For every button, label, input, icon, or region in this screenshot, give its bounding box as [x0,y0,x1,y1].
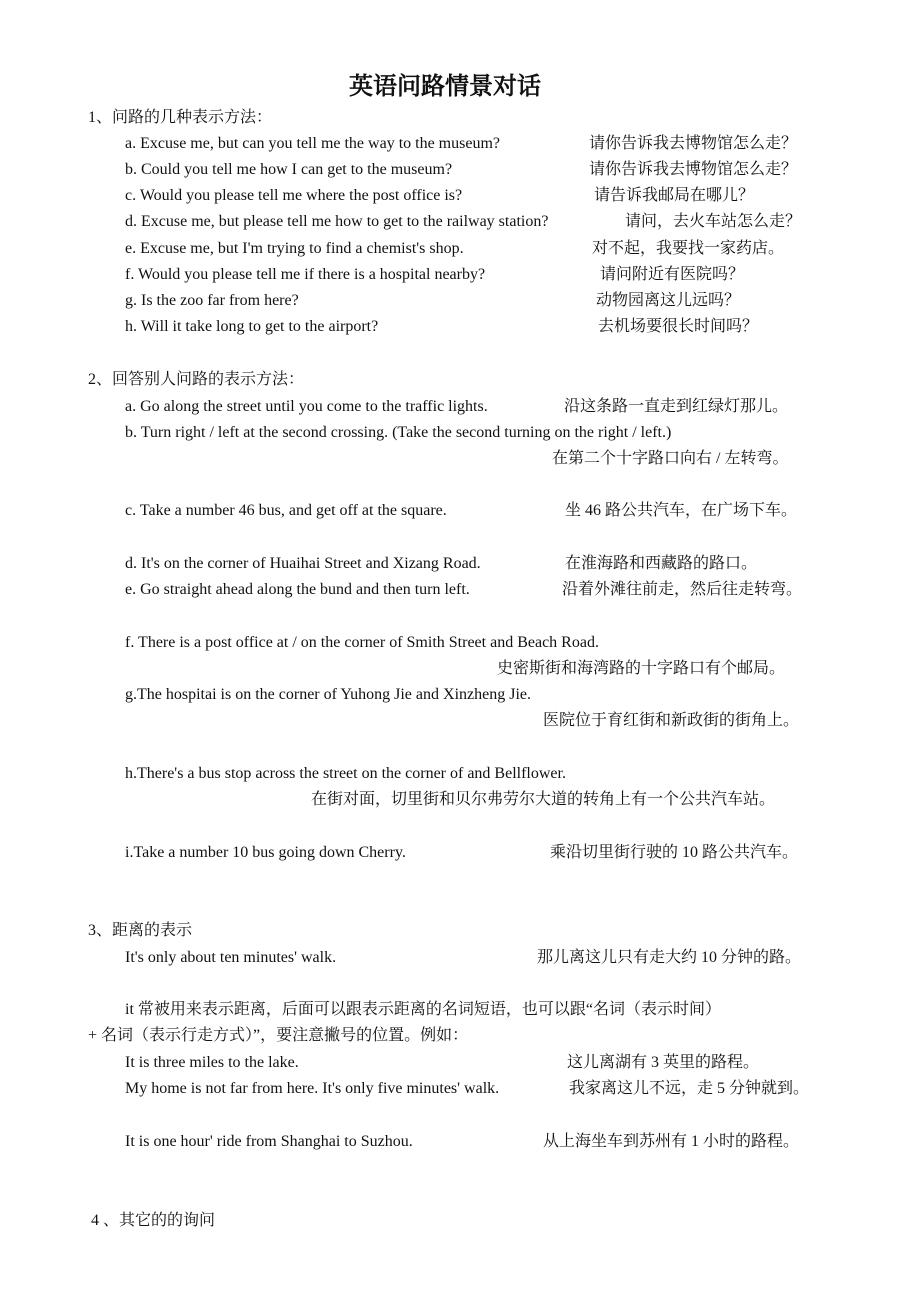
s3-example-zh: 那儿离这儿只有走大约 10 分钟的路。 [537,949,802,966]
s1-item-c-en: c. Would you please tell me where the post office is? [125,187,463,204]
s3-item-1-en: It is three miles to the lake. [125,1054,299,1071]
s1-item-g-zh: 动物园离这儿远吗？ [596,292,741,309]
s2-item-f-zh: 史密斯街和海湾路的十字路口有个邮局。 [497,660,786,677]
s1-item-f-en: f. Would you please tell me if there is a hospital nearby? [125,266,486,283]
s3-item-2-zh: 我家离这儿不远，走 5 分钟就到。 [569,1080,810,1097]
s2-item-h-zh: 在街对面，切里街和贝尔弗劳尔大道的转角上有一个公共汽车站。 [311,791,776,808]
s1-item-a-en: a. Excuse me, but can you tell me the way to the museum? [125,135,500,152]
s2-item-e-zh: 沿着外滩往前走，然后往走转弯。 [562,581,803,598]
s1-item-d-zh: 请问，去火车站怎么走？ [625,213,802,230]
s2-item-c-zh: 坐 46 路公共汽车，在广场下车。 [565,502,798,519]
page-title: 英语问路情景对话 [349,74,541,100]
section-3-heading: 3、距离的表示 [88,922,193,939]
s3-item-2-en: My home is not far from here. It's only five minutes' walk. [125,1080,500,1097]
section-1-heading: 1、问路的几种表示方法： [88,109,273,126]
s2-item-b-zh: 在第二个十字路口向右 / 左转弯。 [552,450,789,467]
s1-item-h-zh: 去机场要很长时间吗？ [598,318,759,335]
s2-item-i-en: i.Take a number 10 bus going down Cherry. [125,844,406,861]
section-2-heading: 2、回答别人问路的表示方法： [88,371,305,388]
s2-item-g-zh: 医院位于育红街和新政街的街角上。 [543,712,800,729]
s2-item-e-en: e. Go straight ahead along the bund and then turn left. [125,581,470,598]
s2-item-g-en: g.The hospitai is on the corner of Yuhong Jie and Xinzheng Jie. [125,686,531,703]
s2-item-a-zh: 沿这条路一直走到红绿灯那儿。 [564,398,789,415]
s2-item-f-en: f. There is a post office at / on the corner of Smith Street and Beach Road. [125,634,599,651]
s1-item-e-zh: 对不起，我要找一家药店。 [592,240,785,257]
s2-item-b-en: b. Turn right / left at the second crossing. (Take the second turning on the right / left.) [125,424,672,441]
s2-item-d-zh: 在淮海路和西藏路的路口。 [565,555,758,572]
s3-item-3-zh: 从上海坐车到苏州有 1 小时的路程。 [543,1133,800,1150]
s1-item-a-zh: 请你告诉我去博物馆怎么走？ [589,135,798,152]
s1-item-f-zh: 请问附近有医院吗？ [600,266,745,283]
s1-item-b-zh: 请你告诉我去博物馆怎么走？ [589,161,798,178]
s2-item-i-zh: 乘沿切里街行驶的 10 路公共汽车。 [550,844,799,861]
s1-item-e-en: e. Excuse me, but I'm trying to find a chemist's shop. [125,240,464,257]
s1-item-c-zh: 请告诉我邮局在哪儿？ [594,187,755,204]
s2-item-a-en: a. Go along the street until you come to the traffic lights. [125,398,488,415]
s1-item-d-en: d. Excuse me, but please tell me how to get to the railway station? [125,213,549,230]
s2-item-c-en: c. Take a number 46 bus, and get off at the square. [125,502,447,519]
s1-item-h-en: h. Will it take long to get to the airport? [125,318,379,335]
s2-item-d-en: d. It's on the corner of Huaihai Street and Xizang Road. [125,555,481,572]
section-4-heading: 4 、其它的的询问 [91,1212,216,1229]
s3-item-3-en: It is one hour' ride from Shanghai to Suzhou. [125,1133,413,1150]
s3-note-line1: it 常被用来表示距离，后面可以跟表示距离的名词短语，也可以跟“名词（表示时间） [125,1001,721,1018]
s1-item-b-en: b. Could you tell me how I can get to the museum? [125,161,453,178]
s1-item-g-en: g. Is the zoo far from here? [125,292,299,309]
s3-note-line2: + 名词（表示行走方式）”，要注意撇号的位置。例如： [88,1027,469,1044]
s3-example-en: It's only about ten minutes' walk. [125,949,337,966]
s3-item-1-zh: 这儿离湖有 3 英里的路程。 [567,1054,760,1071]
s2-item-h-en: h.There's a bus stop across the street on the corner of and Bellflower. [125,765,566,782]
